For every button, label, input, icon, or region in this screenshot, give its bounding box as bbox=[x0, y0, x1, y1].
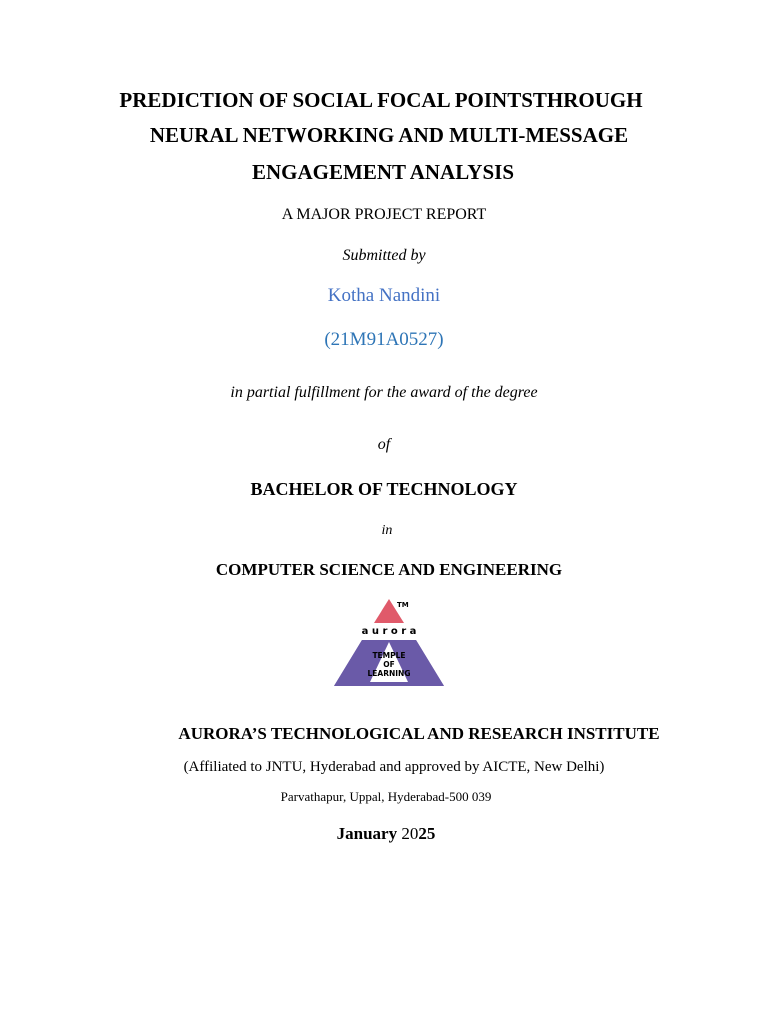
fulfillment-text: in partial fulfillment for the award of the degree bbox=[230, 384, 538, 401]
of-text: of bbox=[377, 436, 391, 453]
date-year bbox=[401, 824, 435, 843]
report-type: A MAJOR PROJECT REPORT bbox=[281, 206, 487, 223]
logo-text-learning: LEARNING bbox=[367, 669, 411, 678]
logo-text-temple: TEMPLE bbox=[372, 651, 406, 660]
department-name: COMPUTER SCIENCE AND ENGINEERING bbox=[215, 560, 563, 579]
affiliation-text: (Affiliated to JNTU, Hyderabad and approved by AICTE, New Delhi) bbox=[183, 759, 605, 775]
institute-name: AURORA’S TECHNOLOGICAL AND RESEARCH INSTITUTE bbox=[178, 724, 660, 743]
degree-name: BACHELOR OF TECHNOLOGY bbox=[250, 479, 518, 499]
logo-text-of: OF bbox=[383, 660, 395, 669]
title-line-1: PREDICTION OF SOCIAL FOCAL POINTSTHROUGH bbox=[119, 88, 643, 112]
aurora-logo bbox=[330, 596, 446, 688]
date-month: January bbox=[336, 824, 398, 843]
author-name: Kotha Nandini bbox=[327, 285, 441, 306]
submission-date bbox=[0, 824, 768, 844]
logo-brand-text: a u r o r a bbox=[361, 626, 417, 637]
roll-number: (21M91A0527) bbox=[324, 329, 444, 350]
title-line-3: ENGAGEMENT ANALYSIS bbox=[252, 160, 514, 184]
institute-address: Parvathapur, Uppal, Hyderabad-500 039 bbox=[280, 789, 492, 804]
submitted-by-label: Submitted by bbox=[342, 247, 426, 264]
date-year-prefix: 20 bbox=[401, 824, 419, 843]
logo-trademark: TM bbox=[397, 601, 409, 609]
date-year-suffix: 25 bbox=[418, 824, 436, 843]
title-line-2: NEURAL NETWORKING AND MULTI-MESSAGE bbox=[149, 123, 629, 147]
in-text: in bbox=[381, 523, 393, 538]
